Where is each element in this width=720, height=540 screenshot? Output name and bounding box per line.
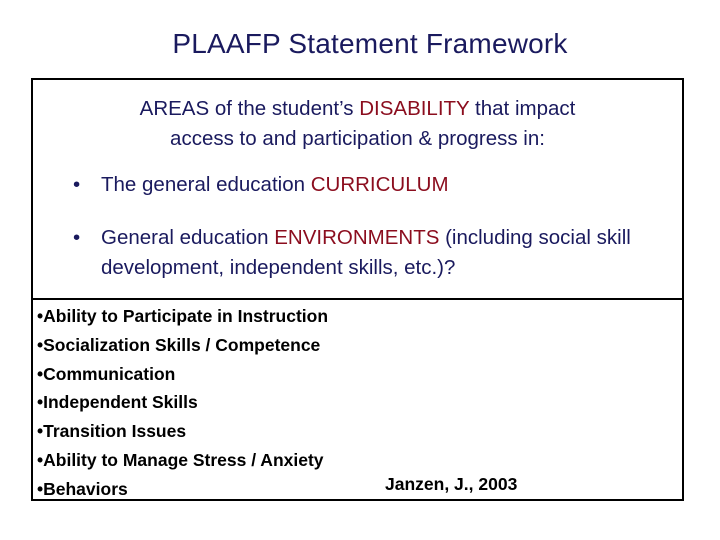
list-item: •Transition Issues: [37, 421, 187, 442]
citation: Janzen, J., 2003: [385, 474, 518, 494]
bullet-text: [101, 223, 672, 283]
bullet-prefix: The general education: [101, 173, 311, 196]
list-item: •Ability to Participate in Instruction: [37, 306, 329, 326]
bullet-text: [101, 170, 672, 200]
slide-title: PLAAFP Statement Framework: [172, 28, 568, 59]
curriculum-highlight: CURRICULUM: [310, 173, 449, 196]
question-box: [33, 80, 682, 300]
disability-highlight: DISABILITY: [359, 97, 470, 120]
list-item: •Communication: [37, 363, 176, 384]
list-item: •Ability to Manage Stress / Anxiety: [37, 449, 324, 470]
question-line-2: access to and participation & progress in:: [170, 127, 545, 150]
framework-question: [33, 94, 682, 154]
question-text-start: AREAS of the student’s: [139, 97, 360, 120]
bullet-prefix: General education: [101, 226, 275, 249]
bullet-suffix: (including social skill development, independent skills, etc.)?: [101, 226, 631, 279]
list-item: •Independent Skills: [37, 392, 198, 413]
framework-frame: [31, 78, 684, 501]
list-item: •Behaviors: [37, 478, 128, 499]
environments-highlight: ENVIRONMENTS: [274, 226, 440, 249]
bullet-marker: •: [73, 226, 81, 249]
bullet-marker: •: [73, 173, 81, 196]
question-text-end: that impact: [469, 97, 576, 120]
list-item: •Socialization Skills / Competence: [37, 334, 321, 355]
areas-list: [37, 302, 328, 504]
